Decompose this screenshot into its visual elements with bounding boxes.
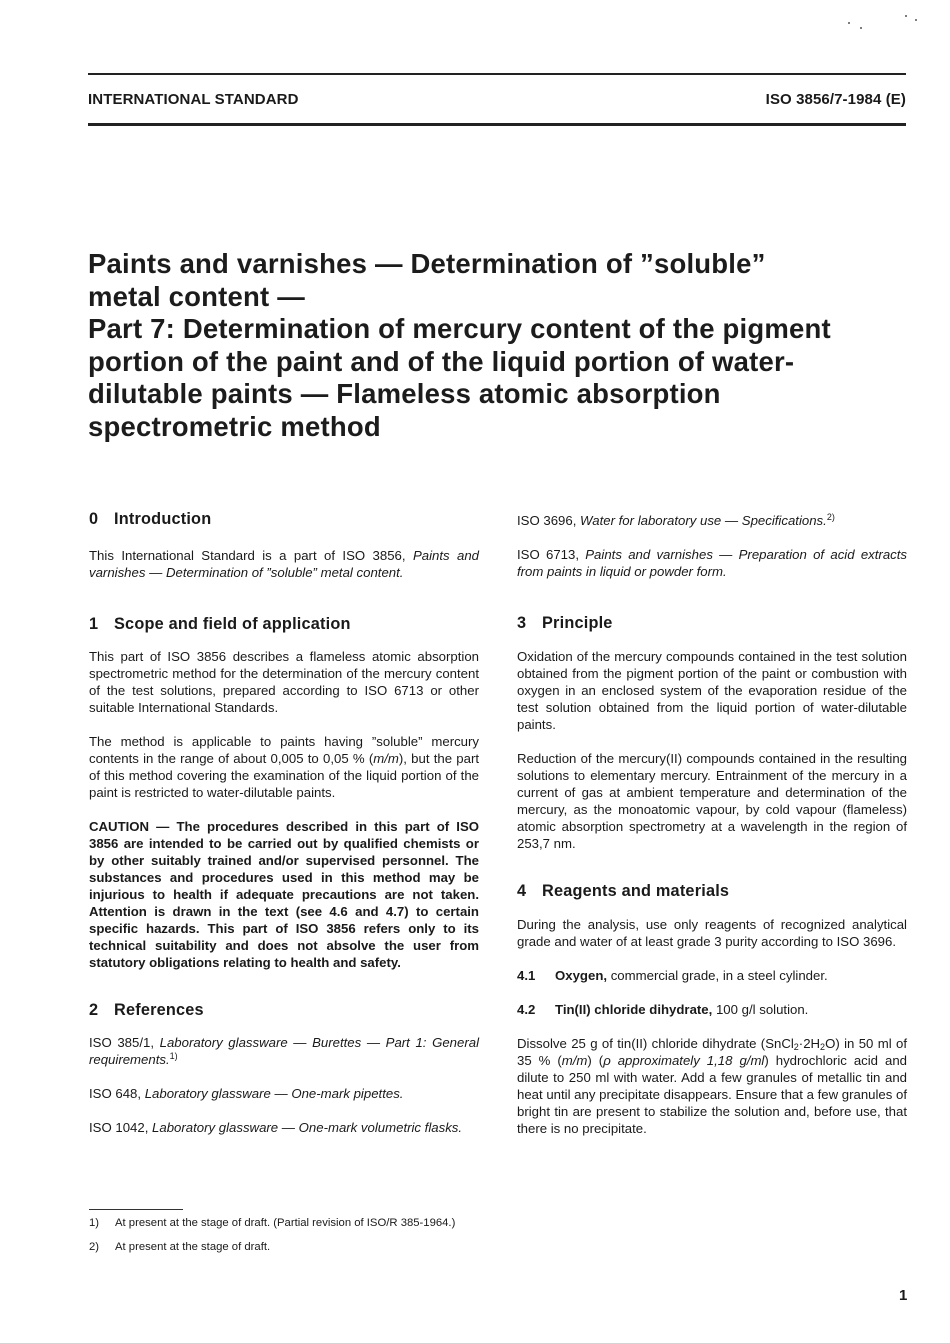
scan-speck: [915, 19, 917, 21]
header-bottom-rule: [88, 123, 906, 126]
footnote: 1) At present at the stage of draft. (Partial revision of ISO/R 385-1964.): [89, 1217, 456, 1229]
scope-paragraph: This part of ISO 3856 describes a flameless atomic absorption spectrometric method for the determination of the mercury content of the test solutions, prepared according to ISO 6713 or other suitable International Standards.: [89, 649, 479, 715]
section-heading-introduction: 0 Introduction: [89, 510, 212, 528]
principle-paragraph: Oxidation of the mercury compounds contained in the test solution obtained from the pigment portion of the paint or combustion with oxygen in an enclosed system of the evaporation residue of the test solution obtained from the liquid portion of water-dilutable paints.: [517, 649, 907, 732]
title-line: Part 7: Determination of mercury content of the pigment: [88, 313, 831, 344]
section-heading-reagents: 4 Reagents and materials: [517, 882, 730, 900]
footnote-rule: [89, 1209, 183, 1210]
section-heading-scope: 1 Scope and field of application: [89, 615, 351, 633]
title-line: Paints and varnishes — Determination of ”soluble”: [88, 248, 766, 279]
section-heading-principle: 3 Principle: [517, 614, 613, 632]
reagents-intro: During the analysis, use only reagents of recognized analytical grade and water of at least grade 3 purity according to ISO 3696.: [517, 917, 907, 949]
scan-speck: [848, 22, 850, 24]
title-line: metal content —: [88, 280, 305, 312]
left-column: [89, 508, 479, 1136]
caution-paragraph: CAUTION — The procedures described in this part of ISO 3856 are intended to be carried out by qualified chemists or by other suitably trained and/or supervised personnel. The substances and procedures used in this method may be injurious to health if adequate precautions are not taken. Attention is drawn in the text (see 4.6 and 4.7) to certain specific hazards. This part of ISO 3856 refers only to its technical suitability and does not absolve the user from statutory obligations relating to health and safety.: [89, 819, 479, 970]
reference-item: ISO 3696, Water for laboratory use — Specifications.$^{2)}$: [517, 512, 835, 528]
reagent-item-oxygen: 4.1 Oxygen, commercial grade, in a steel cylinder.: [517, 968, 828, 983]
right-column: [517, 508, 907, 1137]
page-number: 1: [899, 1287, 908, 1304]
intro-paragraph: This International Standard is a part of ISO 3856, Paints and varnishes — Determination of ”soluble” metal content.: [89, 548, 479, 580]
header-left: INTERNATIONAL STANDARD: [88, 91, 299, 108]
reference-item: ISO 648, Laboratory glassware — One-mark pipettes.: [89, 1086, 404, 1101]
footnote: 2) At present at the stage of draft.: [89, 1241, 271, 1253]
reagent-item-tin-chloride: 4.2 Tin(II) chloride dihydrate, 100 g/l solution.: [517, 1002, 809, 1017]
scope-applicability-paragraph: The method is applicable to paints having ”soluble” mercury contents in the range of about 0,005 to 0,05 % (m/m), but the part of this method covering the examination of the liquid portion of the paint is restricted to water-dilutable paints.: [89, 734, 479, 800]
header-right: ISO 3856/7-1984 (E): [765, 91, 906, 108]
section-heading-references: 2 References: [89, 1001, 204, 1019]
reference-item: ISO 1042, Laboratory glassware — One-mark volumetric flasks.: [89, 1120, 463, 1135]
principle-paragraph: Reduction of the mercury(II) compounds contained in the resulting solutions to elementary mercury. Entrainment of the mercury in a current of gas at ambient temperature and determination of the mercury, as the monoatomic vapour, by cold vapour (flameless) atomic absorption spectrometry at a wavelength in the region of 253,7 nm.: [517, 751, 907, 851]
title-line: portion of the paint and of the liquid portion of water-: [88, 345, 795, 377]
reference-item: ISO 6713, Paints and varnishes — Preparation of acid extracts from paints in liquid or powder form.: [517, 547, 907, 579]
document-title: [88, 248, 908, 443]
tin-chloride-preparation: Dissolve 25 g of tin(II) chloride dihydrate $(SnCl_2\cdot 2H_2O)$ in 50 ml of 35 % (m/m) (ρ approximately 1,18 g/ml) hydrochloric acid and dilute to 250 ml with water. Add a few granules of metallic tin and heat until any precipitate disappears. Ensure that a few granules of bright tin are present to stabilize the solution and, before use, that there is no precipitate.: [517, 1036, 908, 1136]
reference-item: ISO 385/1, Laboratory glassware — Burettes — Part 1: General requirements.$^{1)}$: [89, 1035, 479, 1067]
header-top-rule: [88, 73, 906, 75]
scan-speck: [905, 15, 907, 17]
scan-speck: [860, 27, 862, 29]
title-line: dilutable paints — Flameless atomic absorption: [88, 378, 721, 409]
title-line: spectrometric method: [88, 410, 381, 442]
